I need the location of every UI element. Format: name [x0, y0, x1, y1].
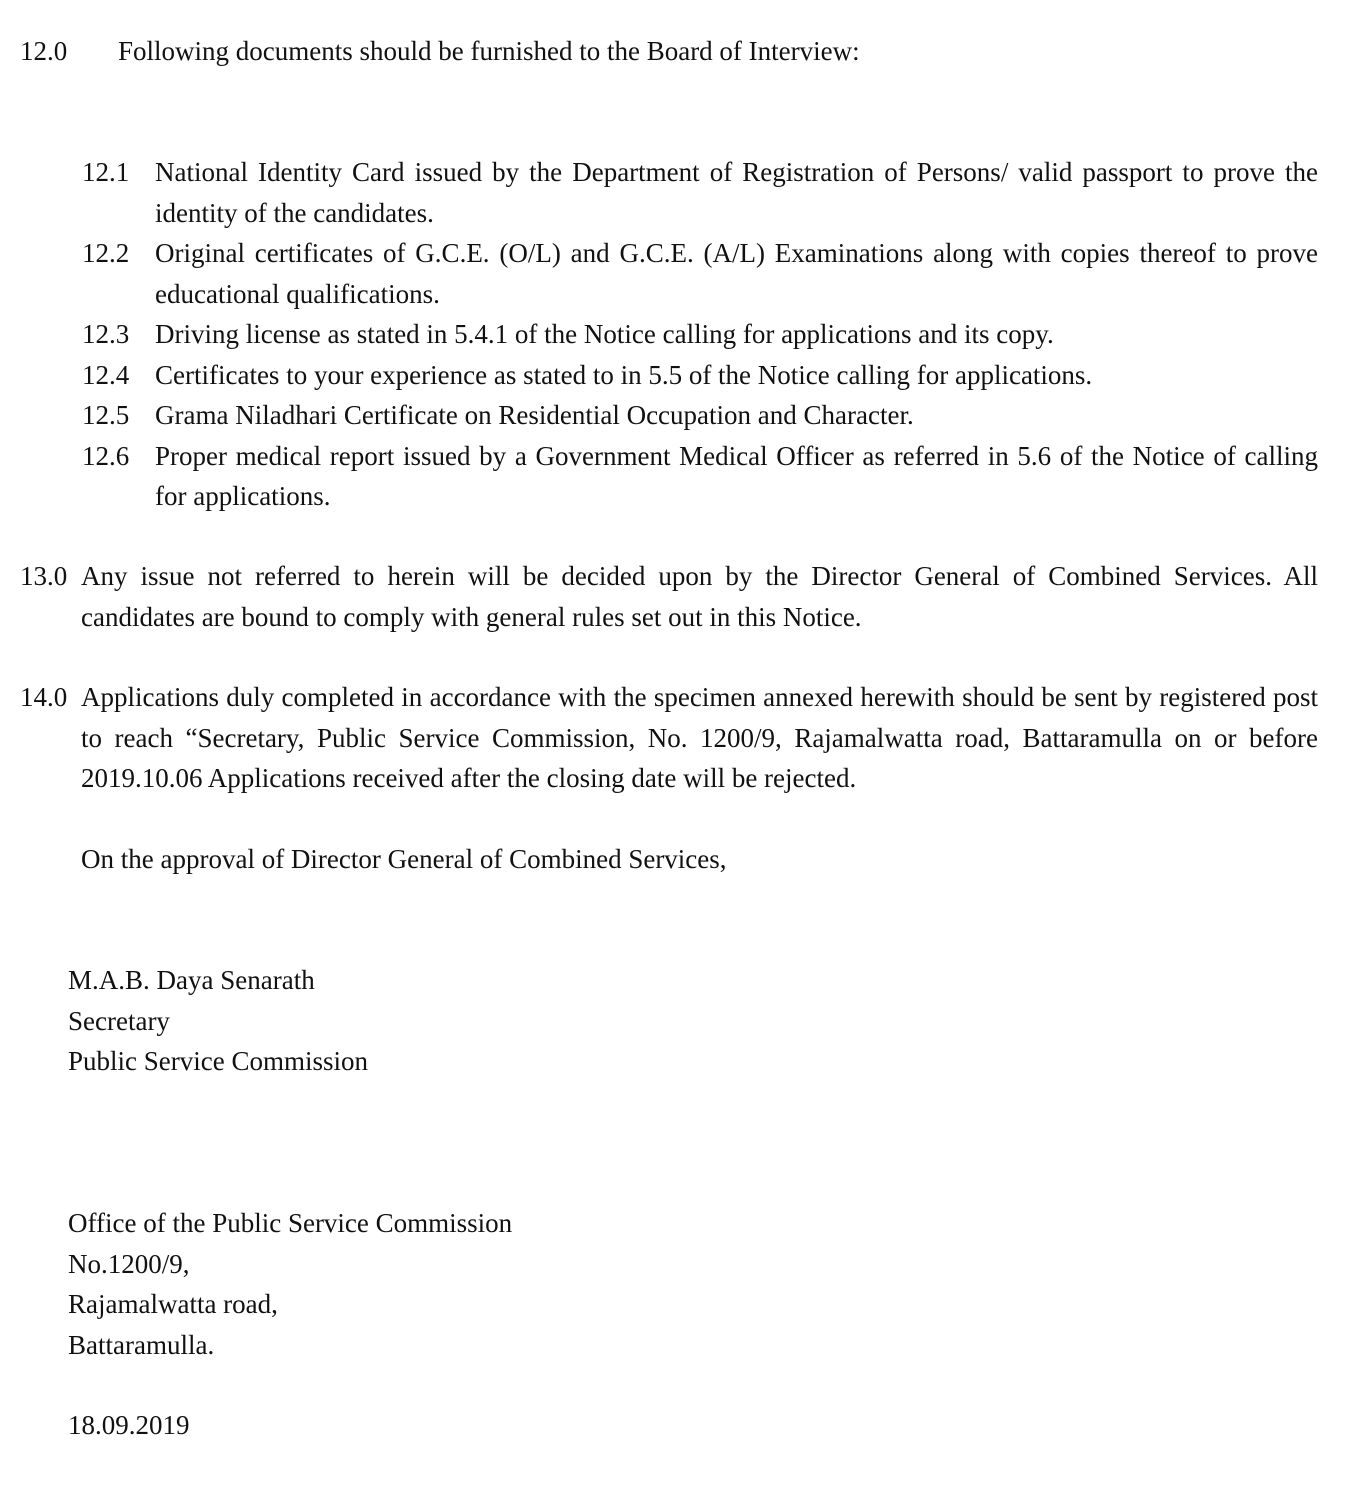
- item-text: Original certificates of G.C.E. (O/L) and G.C.E. (A/L) Examinations along with copies thereof to prove educational qualifications.: [155, 238, 1318, 309]
- item-number: 12.1: [82, 157, 130, 187]
- signature-block: [68, 960, 368, 1082]
- list-item: [82, 314, 1318, 355]
- section-12-items: [82, 152, 1318, 517]
- address-line: Battaramulla.: [68, 1329, 215, 1360]
- signatory-name: M.A.B. Daya Senarath: [68, 965, 315, 995]
- item-number: 12.2: [82, 238, 130, 268]
- address-line: Rajamalwatta road,: [68, 1289, 278, 1319]
- item-text: Certificates to your experience as stated to in 5.5 of the Notice calling for applications.: [155, 359, 1093, 390]
- section-13-text: Any issue not referred to herein will be decided upon by the Director General of Combined Services. All candidates are bound to comply with general rules set out in this Notice.: [81, 561, 1318, 632]
- section-13: [20, 556, 1318, 637]
- approval-line: On the approval of Director General of Combined Services,: [81, 844, 727, 874]
- item-text: Proper medical report issued by a Government Medical Officer as referred in 5.6 of the Notice of calling for applications.: [155, 440, 1318, 511]
- office-address: [68, 1203, 512, 1365]
- item-text: Driving license as stated in 5.4.1 of the Notice calling for applications and its copy.: [155, 319, 1054, 349]
- list-item: [82, 233, 1318, 314]
- item-number: 12.3: [82, 319, 130, 349]
- section-12-number: 12.0: [20, 36, 68, 66]
- section-13-number: 13.0: [20, 561, 68, 591]
- item-number: 12.4: [82, 359, 130, 390]
- address-line: Office of the Public Service Commission: [68, 1208, 513, 1238]
- section-14: [20, 677, 1318, 799]
- list-item: [82, 436, 1318, 517]
- list-item: [82, 355, 1318, 396]
- list-item: [82, 152, 1318, 233]
- item-text: Grama Niladhari Certificate on Residential Occupation and Character.: [155, 400, 914, 430]
- list-item: [82, 395, 1318, 436]
- signatory-organization: Public Service Commission: [68, 1046, 368, 1076]
- address-line: No.1200/9,: [68, 1248, 190, 1279]
- section-14-number: 14.0: [20, 682, 68, 712]
- item-text: National Identity Card issued by the Department of Registration of Persons/ valid passport to prove the identity of the candidates.: [155, 157, 1318, 228]
- section-12-heading-text: Following documents should be furnished to the Board of Interview:: [118, 36, 860, 66]
- item-number: 12.5: [82, 400, 130, 430]
- signatory-title: Secretary: [68, 1005, 170, 1036]
- document-date: 18.09.2019: [68, 1410, 190, 1440]
- item-number: 12.6: [82, 440, 130, 471]
- section-14-text: Applications duly completed in accordance with the specimen annexed herewith should be sent by registered post to reach “Secretary, Public Service Commission, No. 1200/9, Rajamalwatta road, Battaramulla on or before 2019.10.06 Applications received after the closing date will be rejected.: [81, 682, 1318, 793]
